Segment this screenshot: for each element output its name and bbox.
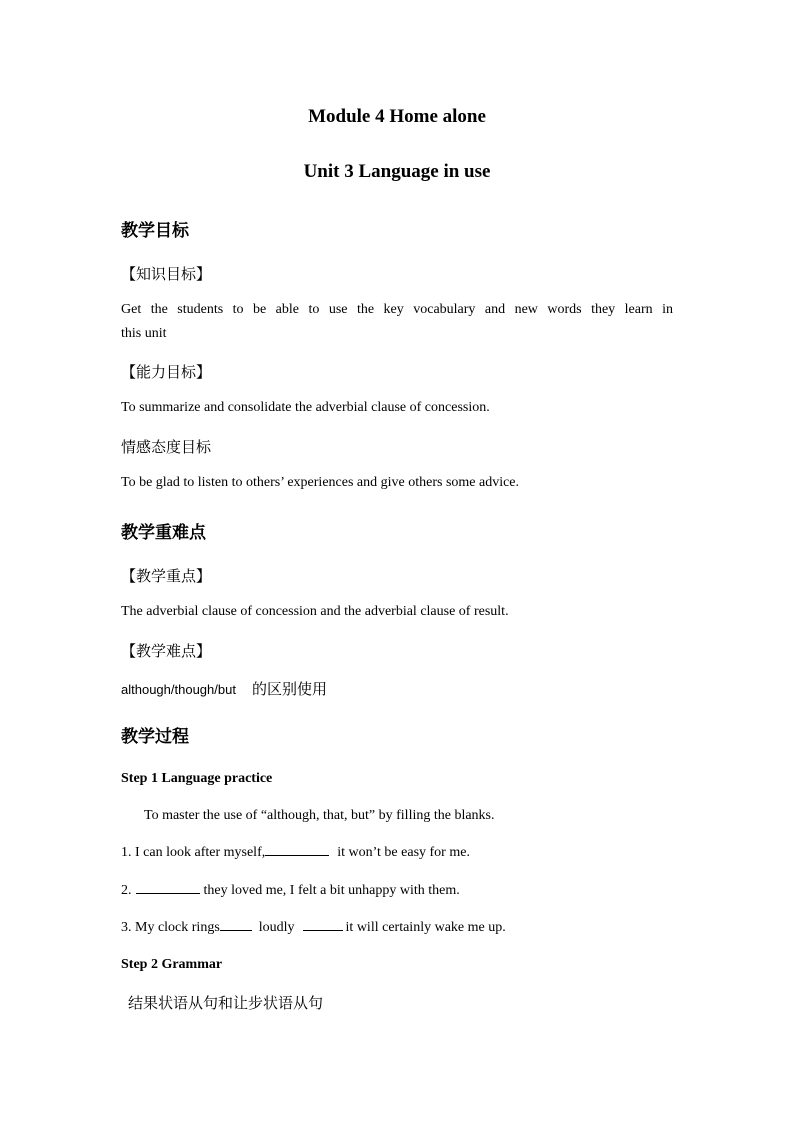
- key-points-heading: 教学重难点: [121, 523, 206, 543]
- difficulty-words: although/though/but: [121, 682, 236, 697]
- ability-objective-text: To summarize and consolidate the adverbial clause of concession.: [121, 400, 490, 415]
- knowledge-objective-line1: Get the students to be able to use the key vocabulary and new words they learn in: [121, 302, 673, 317]
- exercise-1-start: 1. I can look after myself,: [121, 845, 266, 860]
- step1-intro: To master the use of “although, that, but” by filling the blanks.: [144, 808, 495, 823]
- objectives-heading: 教学目标: [121, 221, 189, 241]
- step1-title: Step 1 Language practice: [121, 771, 273, 786]
- ability-objective-label: 【能力目标】: [121, 363, 212, 381]
- emotion-objective-text: To be glad to listen to others’ experiences and give others some advice.: [121, 475, 520, 490]
- exercise-3-blank-1[interactable]: [220, 929, 252, 931]
- process-heading: 教学过程: [121, 727, 189, 747]
- exercise-1-end: it won’t be easy for me.: [337, 845, 470, 860]
- exercise-3-end: it will certainly wake me up.: [345, 920, 506, 935]
- exercise-2: [121, 883, 460, 899]
- exercise-2-blank[interactable]: [136, 892, 200, 894]
- exercise-2-end: they loved me, I felt a bit unhappy with them.: [203, 883, 460, 898]
- unit-title: Unit 3 Language in use: [303, 161, 491, 182]
- module-title: Module 4 Home alone: [308, 106, 486, 127]
- exercise-2-start: 2.: [121, 883, 132, 898]
- teaching-difficulty-label: 【教学难点】: [121, 642, 212, 660]
- step2-title: Step 2 Grammar: [121, 957, 223, 972]
- teaching-focus-text: The adverbial clause of concession and the adverbial clause of result.: [121, 604, 509, 619]
- exercise-3-middle: loudly: [258, 920, 295, 935]
- teaching-focus-label: 【教学重点】: [121, 567, 212, 585]
- step2-text: 结果状语从句和让步状语从句: [128, 994, 324, 1012]
- exercise-1-blank[interactable]: [265, 854, 329, 856]
- exercise-3-start: 3. My clock rings: [121, 920, 220, 935]
- teaching-difficulty-text: [121, 678, 327, 699]
- exercise-3-blank-2[interactable]: [303, 929, 343, 931]
- exercise-3: [121, 920, 506, 936]
- exercise-1: [121, 845, 470, 861]
- difficulty-chinese: 的区别使用: [251, 680, 327, 698]
- knowledge-objective-line2: this unit: [121, 326, 167, 341]
- knowledge-objective-label: 【知识目标】: [121, 265, 212, 283]
- emotion-objective-label: 情感态度目标: [121, 438, 212, 456]
